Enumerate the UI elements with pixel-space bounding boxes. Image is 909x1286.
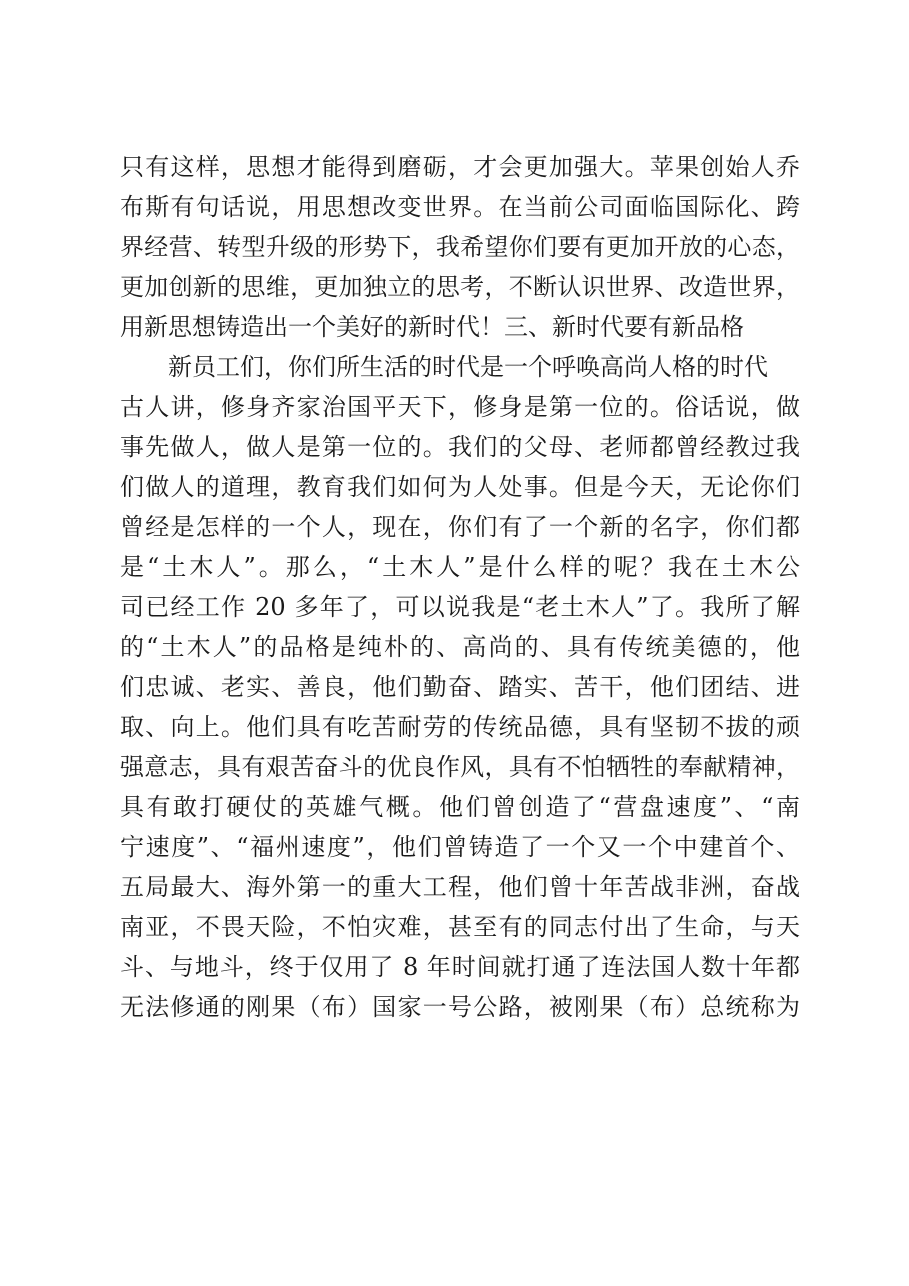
text-line: 取、向上。他们具有吃苦耐劳的传统品德，具有坚韧不拔的顽 [120,713,800,741]
text-line: 斗、与地斗，终于仅用了 8 年时间就打通了连法国人数十年都 [120,953,800,981]
text-line: 更加创新的思维，更加独立的思考，不断认识世界、改造世界， [120,273,800,301]
text-line: 司已经工作 20 多年了，可以说我是“老土木人”了。我所了解 [120,593,800,621]
text-line: 们忠诚、老实、善良，他们勤奋、踏实、苦干，他们团结、进 [120,673,800,701]
text-line: 界经营、转型升级的形势下，我希望你们要有更加开放的心态， [120,233,800,261]
body-text [120,147,800,1027]
text-line: 们做人的道理，教育我们如何为人处事。但是今天，无论你们 [120,473,800,501]
text-line: 具有敢打硬仗的英雄气概。他们曾创造了“营盘速度”、“南 [120,793,800,821]
text-line: 的“土木人”的品格是纯朴的、高尚的、具有传统美德的，他 [120,633,800,661]
text-line: 曾经是怎样的一个人，现在，你们有了一个新的名字，你们都 [120,513,800,541]
text-line: 强意志，具有艰苦奋斗的优良作风，具有不怕牺牲的奉献精神， [120,753,800,781]
text-line: 新员工们，你们所生活的时代是一个呼唤高尚人格的时代 [168,353,768,381]
text-line: 只有这样，思想才能得到磨砺，才会更加强大。苹果创始人乔 [120,153,800,181]
text-line: 无法修通的刚果（布）国家一号公路，被刚果（布）总统称为 [120,993,800,1021]
text-line: 布斯有句话说，用思想改变世界。在当前公司面临国际化、跨 [120,193,800,221]
text-line: 南亚，不畏天险，不怕灾难，甚至有的同志付出了生命，与天 [120,913,800,941]
text-line: 宁速度”、“福州速度”，他们曾铸造了一个又一个中建首个、 [120,833,800,861]
text-line: 是“土木人”。那么，“土木人”是什么样的呢？我在土木公 [120,553,800,581]
text-line: 用新思想铸造出一个美好的新时代！三、新时代要有新品格 [120,313,744,341]
text-line: 五局最大、海外第一的重大工程，他们曾十年苦战非洲，奋战 [120,873,800,901]
text-line: 事先做人，做人是第一位的。我们的父母、老师都曾经教过我 [120,433,800,461]
text-line: 古人讲，修身齐家治国平天下，修身是第一位的。俗话说，做 [120,393,800,421]
